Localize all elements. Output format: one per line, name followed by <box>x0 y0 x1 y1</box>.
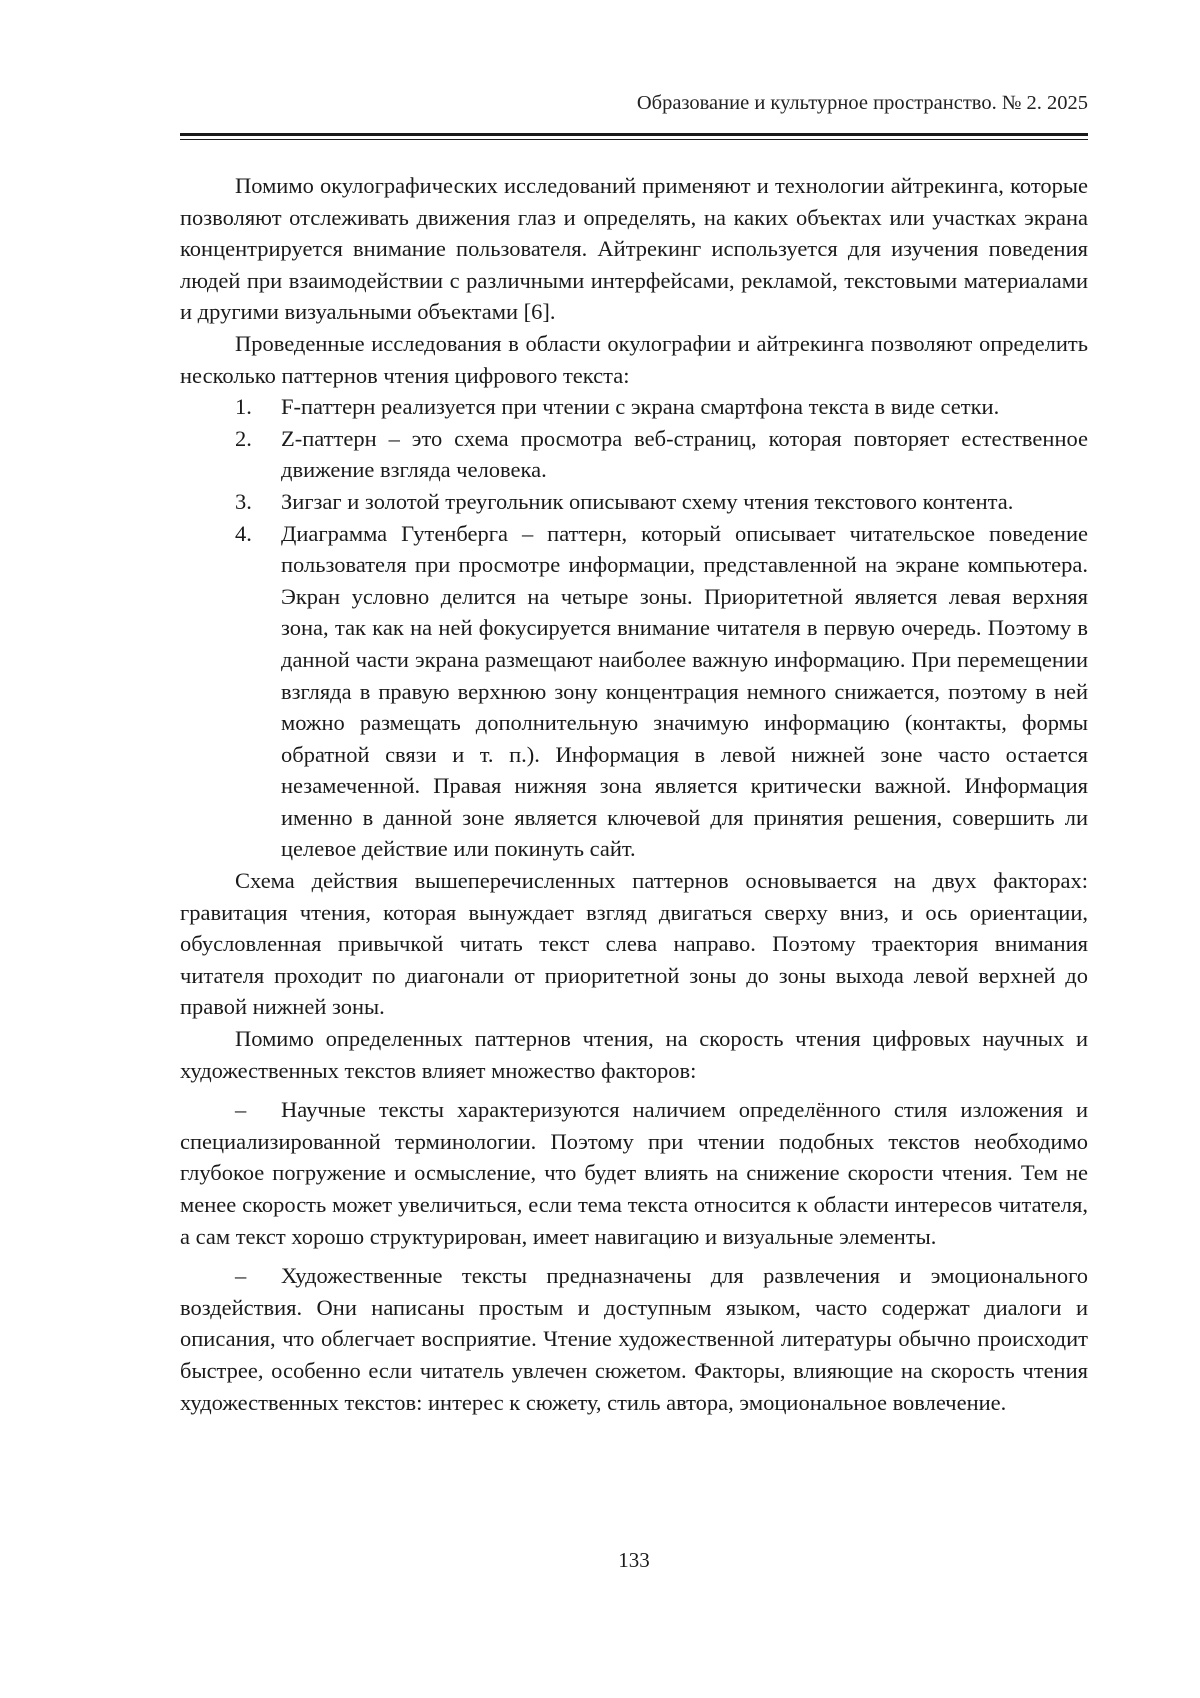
list-number: 2. <box>235 425 252 451</box>
list-text: Зигзаг и золотой треугольник описывают схему чтения текстового контента. <box>281 488 1014 514</box>
list-text: Z-паттерн – это схема просмотра веб-страниц, которая повторяет естественное движение взгляда человека. <box>281 425 1088 483</box>
header-rule-thin <box>180 139 1088 140</box>
list-item <box>180 486 1088 518</box>
dash-text: Художественные тексты предназначены для развлечения и эмоционального воздействия. Они написаны простым и доступным языком, часто содержат диалоги и описания, что облегчает восприятие. Чтение художественной литературы обычно происходит быстрее, особенно если читатель увлечен сюжетом. Факторы, влияющие на скорость чтения художественных текстов: интерес к сюжету, стиль автора, эмоциональное вовлечение. <box>180 1263 1088 1415</box>
list-number: 4. <box>235 520 252 546</box>
list-item <box>180 391 1088 423</box>
article-body <box>180 170 1088 1418</box>
paragraph-patterns-intro: Проведенные исследования в области окулографии и айтрекинга позволяют определить несколько паттернов чтения цифрового текста: <box>180 330 1088 388</box>
list-number: 1. <box>235 394 252 420</box>
dash-mark: – <box>235 1263 247 1289</box>
paragraph-pattern-scheme: Схема действия вышеперечисленных паттернов основывается на двух факторах: гравитация чтения, которая вынуждает взгляд двигаться сверху вниз, и ось ориентации, обусловленная привычкой читать текст слева направо. Поэтому траектория внимания читателя проходит по диагонали от приоритетной зоны до зоны выхода левой верхней до правой нижней зоны. <box>180 868 1088 1020</box>
list-text: Диаграмма Гутенберга – паттерн, который описывает читательское поведение пользователя при просмотре информации, представленной на экране компьютера. Экран условно делится на четыре зоны. Приоритетной является левая верхняя зона, так как на ней фокусируется внимание читателя в первую очередь. Поэтому в данной части экрана размещают наиболее важную информацию. При перемещении взгляда в правую верхнюю зону концентрация немного снижается, поэтому в ней можно размещать дополнительную значимую информацию (контакты, формы обратной связи и т. п.). Информация в левой нижней зоне часто остается незамеченной. Правая нижняя зона является критически важной. Информация именно в данной зоне является ключевой для принятия решения, совершить ли целевое действие или покинуть сайт. <box>281 520 1088 862</box>
paragraph-factors-intro: Помимо определенных паттернов чтения, на скорость чтения цифровых научных и художественных текстов влияет множество факторов: <box>180 1026 1088 1083</box>
list-item <box>180 423 1088 486</box>
list-text: F-паттерн реализуется при чтении с экрана смартфона текста в виде сетки. <box>281 394 1000 420</box>
list-number: 3. <box>235 488 252 514</box>
dash-item-scientific <box>180 1094 1088 1252</box>
dash-item-fiction <box>180 1260 1088 1418</box>
dash-mark: – <box>235 1097 247 1123</box>
running-header: Образование и культурное пространство. № 2. 2025 <box>636 92 1088 114</box>
page-number: 133 <box>618 1548 650 1572</box>
header-rule-thick <box>180 133 1088 136</box>
paragraph-eyetracking: Помимо окулографических исследований применяют и технологии айтрекинга, которые позволяют отслеживать движения глаз и определять, на каких объектах или участках экрана концентрируется внимание пользователя. Айтрекинг используется для изучения поведения людей при взаимодействии с различными интерфейсами, рекламой, текстовыми материалами и другими визуальными объектами [6]. <box>180 173 1088 325</box>
list-item <box>180 518 1088 866</box>
dash-text: Научные тексты характеризуются наличием определённого стиля изложения и специализированной терминологии. Поэтому при чтении подобных текстов необходимо глубокое погружение и осмысление, что будет влиять на снижение скорости чтения. Тем не менее скорость может увеличиться, если тема текста относится к области интересов читателя, а сам текст хорошо структурирован, имеет навигацию и визуальные элементы. <box>180 1097 1088 1249</box>
